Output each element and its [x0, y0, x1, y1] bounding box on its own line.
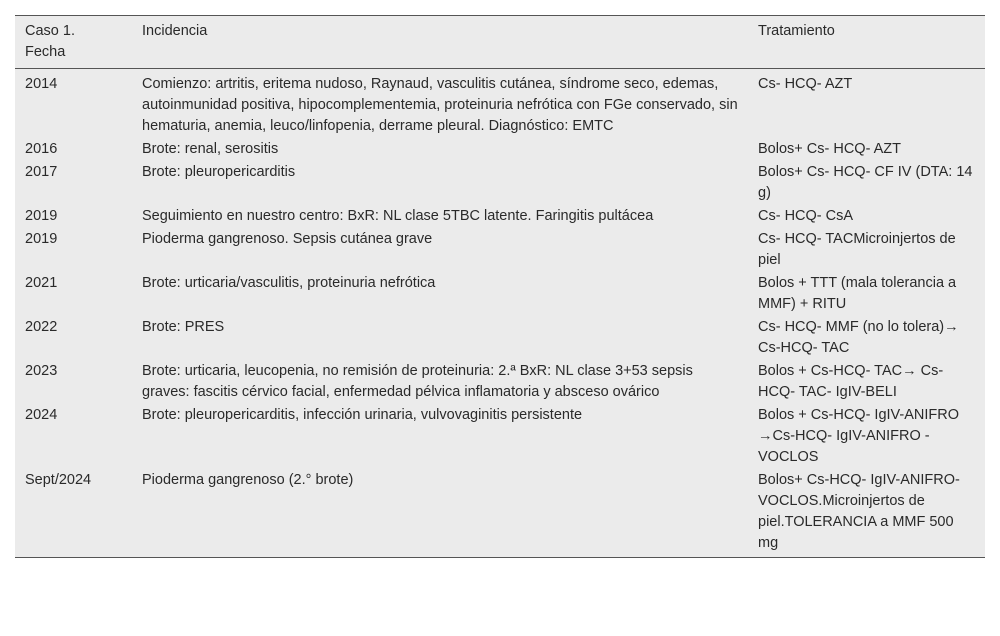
- cell-treatment: Cs- HCQ- TACMicroinjertos de piel: [748, 228, 985, 272]
- header-date: Caso 1. Fecha: [15, 16, 132, 69]
- table-row: [15, 272, 985, 316]
- cell-treatment: Cs- HCQ- AZT: [748, 69, 985, 139]
- table-row: [15, 228, 985, 272]
- cell-date: Sept/2024: [15, 469, 132, 558]
- cell-treatment: Bolos + Cs-HCQ- IgIV-ANIFRO →Cs-HCQ- IgIV-ANIFRO -VOCLOS: [748, 404, 985, 469]
- cell-incident: Brote: pleuropericarditis, infección urinaria, vulvovaginitis persistente: [132, 404, 748, 469]
- cell-date: 2022: [15, 316, 132, 360]
- cell-treatment: Bolos + Cs-HCQ- TAC→ Cs-HCQ- TAC- IgIV-BELI: [748, 360, 985, 404]
- table-row: [15, 138, 985, 161]
- cell-date: 2021: [15, 272, 132, 316]
- cell-date: 2016: [15, 138, 132, 161]
- table-body: [15, 69, 985, 558]
- cell-treatment: Cs- HCQ- MMF (no lo tolera)→ Cs-HCQ- TAC: [748, 316, 985, 360]
- table-row: [15, 316, 985, 360]
- header-treatment: Tratamiento: [748, 16, 985, 69]
- cell-incident: Comienzo: artritis, eritema nudoso, Raynaud, vasculitis cutánea, síndrome seco, edemas, autoinmunidad positiva, hipocomplementemia, proteinuria nefrótica con FGe conservado, sin hematuria, anemia, leuco/linfopenia, derrame pleural. Diagnóstico: EMTC: [132, 69, 748, 139]
- cell-date: 2017: [15, 161, 132, 205]
- cell-incident: Brote: PRES: [132, 316, 748, 360]
- table-header-row: [15, 16, 985, 69]
- cell-treatment: Bolos + TTT (mala tolerancia a MMF) + RITU: [748, 272, 985, 316]
- cell-incident: Seguimiento en nuestro centro: BxR: NL clase 5TBC latente. Faringitis pultácea: [132, 205, 748, 228]
- cell-treatment: Bolos+ Cs-HCQ- IgIV-ANIFRO-VOCLOS.Microinjertos de piel.TOLERANCIA a MMF 500 mg: [748, 469, 985, 558]
- cell-date: 2019: [15, 228, 132, 272]
- case-table-container: [15, 15, 985, 558]
- cell-date: 2023: [15, 360, 132, 404]
- cell-incident: Brote: renal, serositis: [132, 138, 748, 161]
- case-table: [15, 15, 985, 558]
- table-row: [15, 360, 985, 404]
- cell-date: 2024: [15, 404, 132, 469]
- table-row: [15, 69, 985, 139]
- table-row: [15, 161, 985, 205]
- cell-treatment: Bolos+ Cs- HCQ- AZT: [748, 138, 985, 161]
- cell-incident: Pioderma gangrenoso (2.° brote): [132, 469, 748, 558]
- cell-incident: Brote: pleuropericarditis: [132, 161, 748, 205]
- cell-date: 2019: [15, 205, 132, 228]
- cell-incident: Brote: urticaria/vasculitis, proteinuria nefrótica: [132, 272, 748, 316]
- header-incident: Incidencia: [132, 16, 748, 69]
- cell-date: 2014: [15, 69, 132, 139]
- table-row: [15, 205, 985, 228]
- table-row: [15, 404, 985, 469]
- cell-treatment: Cs- HCQ- CsA: [748, 205, 985, 228]
- cell-treatment: Bolos+ Cs- HCQ- CF IV (DTA: 14 g): [748, 161, 985, 205]
- cell-incident: Brote: urticaria, leucopenia, no remisión de proteinuria: 2.ª BxR: NL clase 3+53 sepsis graves: fascitis cérvico facial, enfermedad pélvica inflamatoria y absceso ovárico: [132, 360, 748, 404]
- cell-incident: Pioderma gangrenoso. Sepsis cutánea grave: [132, 228, 748, 272]
- table-row: [15, 469, 985, 558]
